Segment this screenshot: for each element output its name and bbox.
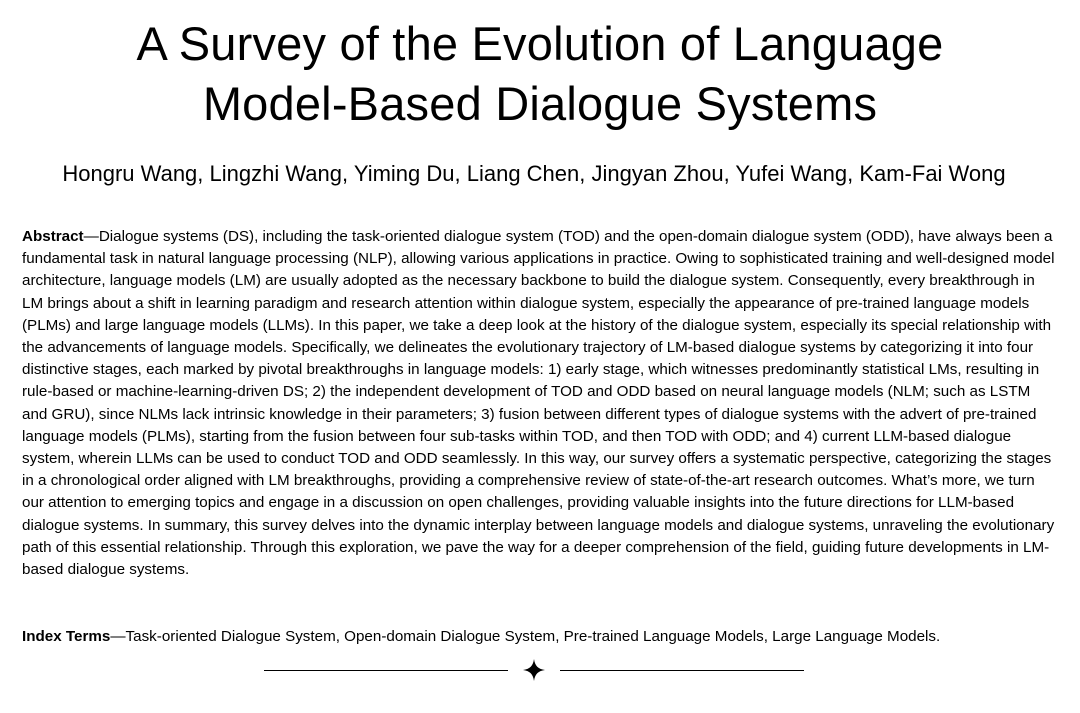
abstract-text: —Dialogue systems (DS), including the task-oriented dialogue system (TOD) and the open-domain dialogue system (ODD), have always been a fundamental task in natural language processing (NLP), allowing various applications in practice. Owing to sophisticated training and well-designed model architecture, language models (LM) are usually adopted as the necessary backbone to build the dialogue system. Consequently, every breakthrough in LM brings about a shift in learning paradigm and research attention within dialogue system, especially the appearance of pre-trained language models (PLMs) and large language models (LLMs). In this paper, we take a deep look at the history of the dialogue system, especially its special relationship with the advancements of language models. Specifically, we delineates the evolutionary trajectory of LM-based dialogue systems by categorizing it into four distinctive stages, each marked by pivotal breakthroughs in language models: 1) early stage, which witnesses predominantly statistical LMs, resulting in rule-based or machine-learning-driven DS; 2) the independent development of TOD and ODD based on neural language models (NLM; such as LSTM and GRU), since NLMs lack intrinsic knowledge in their parameters; 3) fusion between different types of dialogue systems with the advert of pre-trained language models (PLMs), starting from the fusion between four sub-tasks within TOD, and then TOD with ODD; and 4) current LLM-based dialogue system, wherein LLMs can be used to conduct TOD and ODD seamlessly. In this way, our survey offers a systematic perspective, categorizing the stages in a chronological order aligned with LM breakthroughs, providing a comprehensive review of state-of-the-art research outcomes. What’s more, we turn our attention to emerging topics and engage in a discussion on open challenges, providing valuable insights into the future directions for LLM-based dialogue systems. In summary, this survey delves into the dynamic interplay between language models and dialogue systems, unraveling the evolutionary path of this essential relationship. Through this exploration, we pave the way for a deeper comprehension of the field, guiding future developments in LM-based dialogue systems.	[22, 228, 1055, 579]
author-list: Hongru Wang, Lingzhi Wang, Yiming Du, Liang Chen, Jingyan Zhou, Yufei Wang, Kam-Fai Wong	[62, 161, 1006, 186]
divider-rule-left	[264, 670, 508, 671]
title-line-2: Model-Based Dialogue Systems	[202, 77, 878, 130]
index-terms	[22, 626, 1058, 648]
abstract-label: Abstract	[22, 228, 84, 245]
index-terms-text: —Task-oriented Dialogue System, Open-domain Dialogue System, Pre-trained Language Models, Large Language Models.	[110, 628, 941, 645]
paper-title	[0, 14, 1080, 134]
section-divider	[0, 655, 1080, 685]
divider-rule-right	[560, 670, 804, 671]
title-line-1: A Survey of the Evolution of Language	[136, 17, 944, 70]
four-point-star-icon	[523, 659, 545, 681]
index-terms-label: Index Terms	[22, 628, 111, 645]
abstract	[22, 226, 1058, 581]
